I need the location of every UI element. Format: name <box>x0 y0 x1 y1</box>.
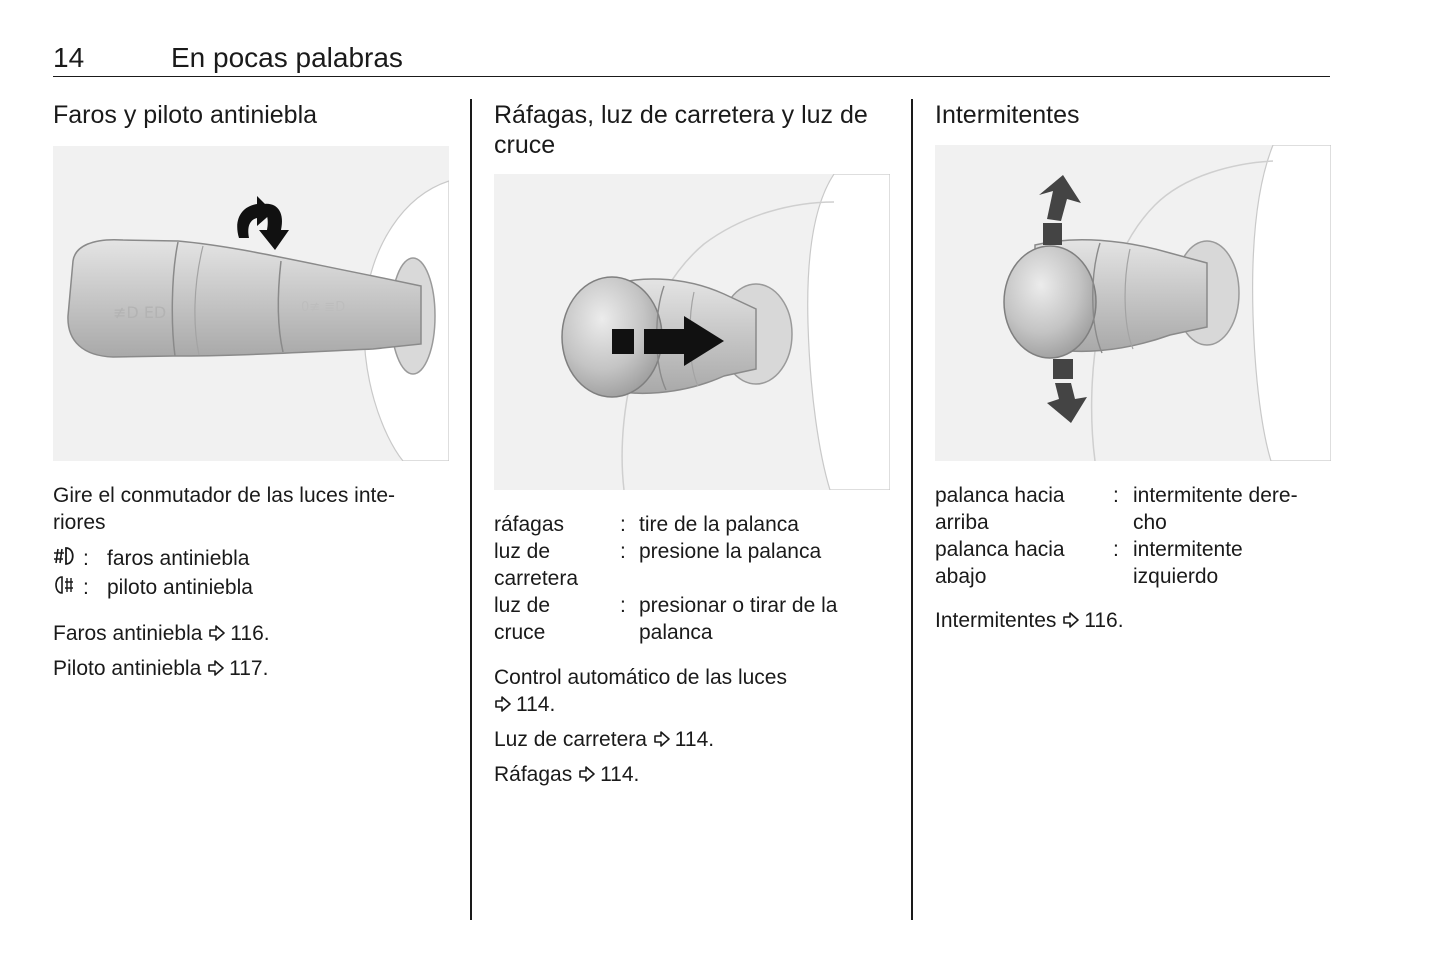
column-divider <box>470 99 472 920</box>
section-title: Ráfagas, luz de carretera y luz de cruce <box>494 101 868 159</box>
fog-item-row: : faros antiniebla <box>53 545 449 574</box>
definition-term: palanca hacia abajo <box>935 538 1065 588</box>
page-number: 14 <box>53 42 85 73</box>
definition-desc: presionar o tirar de la palanca <box>639 594 838 644</box>
definition-term: ráfagas <box>494 513 565 536</box>
page-reference: Piloto antiniebla 117. <box>53 657 269 680</box>
page-header <box>53 40 1330 77</box>
front-fog-light-icon <box>53 545 83 574</box>
section-title: Intermitentes <box>935 101 1080 129</box>
definition-desc: presione la palanca <box>639 540 822 563</box>
rear-fog-light-icon <box>53 574 83 603</box>
beam-switch-illustration <box>494 174 890 490</box>
definition-desc: intermitente izquierdo <box>1133 538 1243 588</box>
column-divider <box>911 99 913 920</box>
turn-signal-illustration <box>935 145 1331 461</box>
section-title: Faros y piloto antiniebla <box>53 101 318 129</box>
page-reference-arrow-icon <box>653 730 671 748</box>
fog-item-row: : piloto antiniebla <box>53 574 449 603</box>
fog-light-switch-illustration <box>53 146 449 461</box>
page-reference-arrow-icon <box>494 695 512 713</box>
definition-row: luz de carretera : presione la palanca <box>494 538 890 592</box>
page-reference: Intermitentes 116. <box>935 609 1124 632</box>
column-fog-lights <box>53 98 449 680</box>
definition-term: luz de cruce <box>494 594 551 644</box>
definition-row: palanca hacia arriba : intermitente dere- cho <box>935 482 1331 536</box>
definition-row: luz de cruce : presionar o tirar de la palanca <box>494 592 890 646</box>
definition-row: ráfagas : tire de la palanca <box>494 511 890 538</box>
page-reference-arrow-icon <box>208 624 226 642</box>
definition-desc: tire de la palanca <box>639 513 799 536</box>
definition-term: palanca hacia arriba <box>935 484 1065 534</box>
column-turn-signals <box>935 98 1331 632</box>
definition-term: luz de carretera <box>494 540 579 590</box>
page-section-title: En pocas palabras <box>171 42 403 73</box>
column-headlight-beams <box>494 98 890 786</box>
page-reference-arrow-icon <box>578 765 596 783</box>
page-reference: Faros antiniebla 116. <box>53 622 270 645</box>
page-reference: Luz de carretera 114. <box>494 728 715 751</box>
page-reference: Control automático de las luces 114. <box>494 666 787 716</box>
page-reference-arrow-icon <box>207 659 225 677</box>
page-reference-arrow-icon <box>1062 611 1080 629</box>
page-reference: Ráfagas 114. <box>494 763 640 786</box>
definition-row: palanca hacia abajo : intermitente izquierdo <box>935 536 1331 590</box>
fog-item-desc: piloto antiniebla <box>107 576 253 599</box>
svg-text:0≢ ≣D: 0≢ ≣D <box>301 300 346 315</box>
definition-desc: intermitente dere- cho <box>1133 484 1298 534</box>
intro-text: Gire el conmutador de las luces inte- riores <box>53 484 395 534</box>
fog-item-desc: faros antiniebla <box>107 547 250 570</box>
svg-text:≢D ED: ≢D ED <box>113 303 167 322</box>
